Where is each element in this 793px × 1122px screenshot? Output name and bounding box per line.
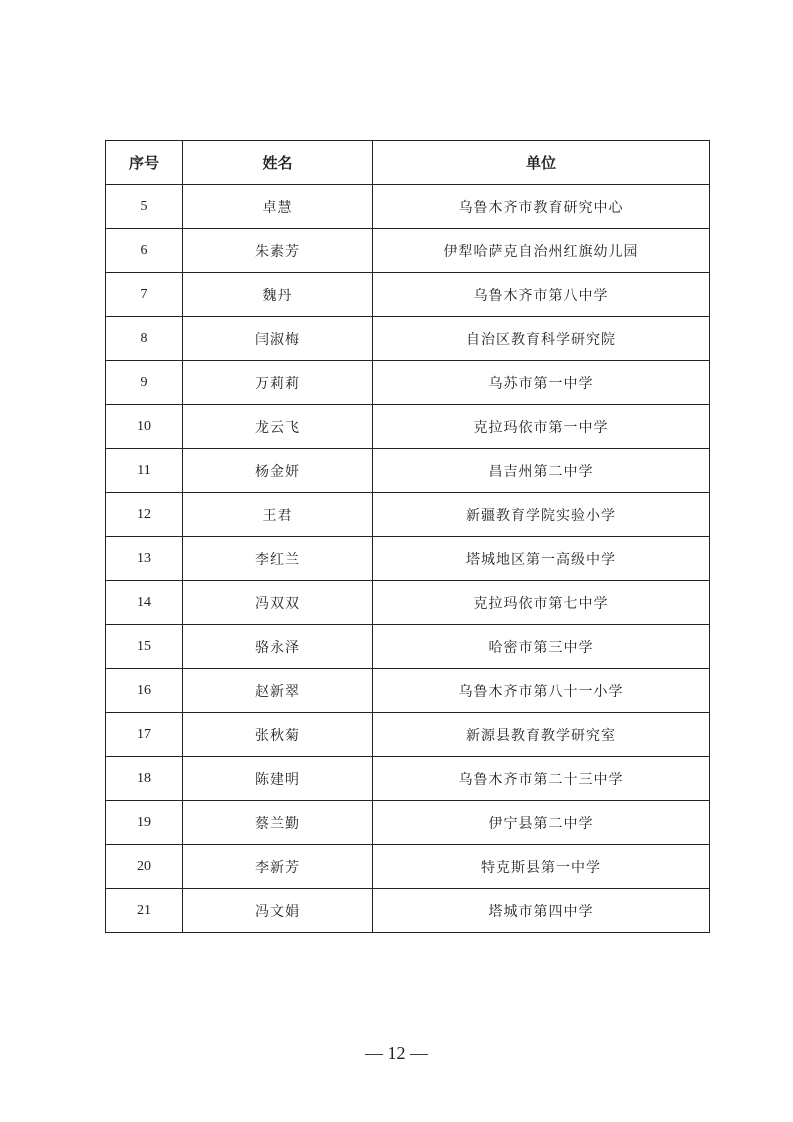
table-row — [106, 713, 710, 757]
row-unit: 乌鲁木齐市第八中学 — [373, 273, 710, 317]
row-name: 陈建明 — [183, 757, 373, 801]
row-name: 杨金妍 — [183, 449, 373, 493]
header-index: 序号 — [106, 141, 183, 185]
header-unit: 单位 — [373, 141, 710, 185]
row-unit: 乌鲁木齐市第二十三中学 — [373, 757, 710, 801]
row-name: 冯文娟 — [183, 889, 373, 933]
row-index: 17 — [106, 713, 183, 757]
row-unit: 自治区教育科学研究院 — [373, 317, 710, 361]
row-index: 20 — [106, 845, 183, 889]
row-index: 14 — [106, 581, 183, 625]
table-row — [106, 757, 710, 801]
row-name: 李新芳 — [183, 845, 373, 889]
table-row — [106, 361, 710, 405]
table-row — [106, 317, 710, 361]
table-header-row — [106, 141, 710, 185]
row-index: 13 — [106, 537, 183, 581]
row-index: 16 — [106, 669, 183, 713]
row-index: 15 — [106, 625, 183, 669]
table-row — [106, 537, 710, 581]
table-row — [106, 405, 710, 449]
row-name: 张秋菊 — [183, 713, 373, 757]
row-index: 10 — [106, 405, 183, 449]
row-name: 蔡兰勤 — [183, 801, 373, 845]
row-index: 18 — [106, 757, 183, 801]
table-row — [106, 625, 710, 669]
row-index: 7 — [106, 273, 183, 317]
row-name: 骆永泽 — [183, 625, 373, 669]
header-name: 姓名 — [183, 141, 373, 185]
page-number: — 12 — — [365, 1043, 428, 1063]
table-row — [106, 669, 710, 713]
row-unit: 乌鲁木齐市教育研究中心 — [373, 185, 710, 229]
row-unit: 乌苏市第一中学 — [373, 361, 710, 405]
table-row — [106, 889, 710, 933]
table-row — [106, 229, 710, 273]
row-name: 赵新翠 — [183, 669, 373, 713]
row-index: 21 — [106, 889, 183, 933]
table-row — [106, 581, 710, 625]
row-name: 王君 — [183, 493, 373, 537]
row-name: 万莉莉 — [183, 361, 373, 405]
table-row — [106, 449, 710, 493]
roster-table — [105, 140, 710, 933]
row-index: 5 — [106, 185, 183, 229]
table-body — [106, 185, 710, 933]
row-unit: 伊宁县第二中学 — [373, 801, 710, 845]
row-name: 魏丹 — [183, 273, 373, 317]
row-name: 冯双双 — [183, 581, 373, 625]
row-name: 闫淑梅 — [183, 317, 373, 361]
row-name: 卓慧 — [183, 185, 373, 229]
row-name: 龙云飞 — [183, 405, 373, 449]
row-name: 李红兰 — [183, 537, 373, 581]
row-unit: 哈密市第三中学 — [373, 625, 710, 669]
row-index: 9 — [106, 361, 183, 405]
table-row — [106, 273, 710, 317]
row-unit: 塔城地区第一高级中学 — [373, 537, 710, 581]
table-row — [106, 801, 710, 845]
row-unit: 特克斯县第一中学 — [373, 845, 710, 889]
row-index: 19 — [106, 801, 183, 845]
row-name: 朱素芳 — [183, 229, 373, 273]
row-unit: 克拉玛依市第一中学 — [373, 405, 710, 449]
row-unit: 乌鲁木齐市第八十一小学 — [373, 669, 710, 713]
table-row — [106, 845, 710, 889]
row-unit: 伊犁哈萨克自治州红旗幼儿园 — [373, 229, 710, 273]
row-unit: 新源县教育教学研究室 — [373, 713, 710, 757]
row-index: 8 — [106, 317, 183, 361]
row-index: 6 — [106, 229, 183, 273]
row-unit: 新疆教育学院实验小学 — [373, 493, 710, 537]
row-index: 12 — [106, 493, 183, 537]
row-unit: 克拉玛依市第七中学 — [373, 581, 710, 625]
row-unit: 塔城市第四中学 — [373, 889, 710, 933]
row-unit: 昌吉州第二中学 — [373, 449, 710, 493]
table-row — [106, 185, 710, 229]
row-index: 11 — [106, 449, 183, 493]
table-row — [106, 493, 710, 537]
